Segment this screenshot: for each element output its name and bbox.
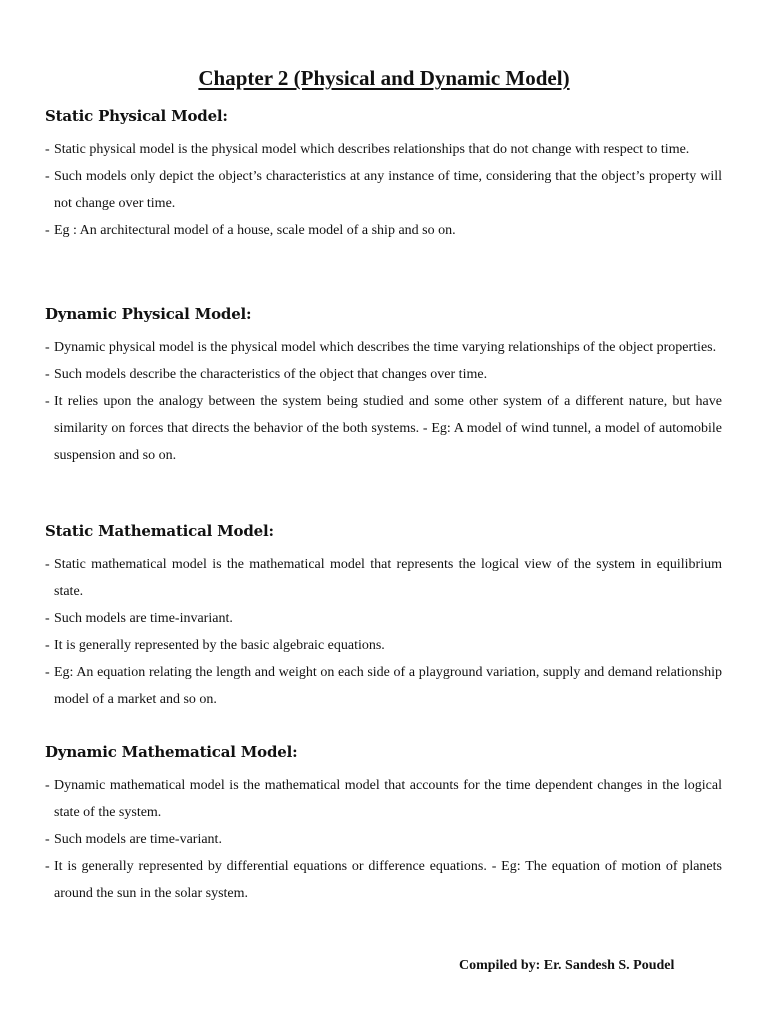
bullet-dash: - (45, 340, 50, 355)
list-item (45, 632, 722, 659)
list-item (45, 551, 722, 605)
bullet-dash: - (45, 223, 50, 238)
list-item-text: It relies upon the analogy between the system being studied and some other system of a different nature, but have similarity on forces that directs the behavior of the both systems. - Eg: A model of wind tunnel, a model of automobile suspension and so on. (54, 394, 722, 463)
bullet-dash: - (45, 394, 50, 409)
list-item-text: It is generally represented by differential equations or difference equations. - Eg: The equation of motion of planets around the sun in the solar system. (54, 859, 722, 901)
list-item-text: Eg: An equation relating the length and weight on each side of a playground variation, supply and demand relationship model of a market and so on. (54, 665, 722, 707)
list-item-text: Dynamic mathematical model is the mathematical model that accounts for the time dependent changes in the logical state of the system. (54, 778, 722, 820)
list-item (45, 217, 722, 244)
list-item-text: Static mathematical model is the mathematical model that represents the logical view of the system in equilibrium state. (54, 557, 722, 599)
bullet-dash: - (45, 557, 50, 572)
section-heading: Static Physical Model: (45, 107, 228, 125)
compiled-by-credit: Compiled by: Er. Sandesh S. Poudel (459, 958, 675, 973)
bullet-dash: - (45, 859, 50, 874)
bullet-dash: - (45, 142, 50, 157)
bullet-dash: - (45, 169, 50, 184)
list-item (45, 136, 722, 163)
list-item (45, 659, 722, 713)
list-item-text: Such models are time-variant. (54, 832, 222, 847)
list-item (45, 826, 722, 853)
list-item (45, 163, 722, 217)
section-dynamic-mathematical-model (45, 741, 722, 907)
list-item-text: Such models describe the characteristics of the object that changes over time. (54, 367, 488, 382)
section-heading: Dynamic Physical Model: (45, 305, 252, 323)
section-dynamic-physical-model (45, 303, 722, 469)
bullet-dash: - (45, 832, 50, 847)
list-item-text: Such models are time-invariant. (54, 611, 233, 626)
list-item-text: Eg : An architectural model of a house, scale model of a ship and so on. (54, 223, 456, 238)
list-item (45, 334, 722, 361)
bullet-dash: - (45, 778, 50, 793)
list-item-text: Dynamic physical model is the physical model which describes the time varying relationships of the object properties. (54, 340, 717, 355)
list-item-text: Static physical model is the physical model which describes relationships that do not change with respect to time. (54, 142, 690, 157)
list-item (45, 772, 722, 826)
bullet-dash: - (45, 611, 50, 626)
list-item (45, 361, 722, 388)
section-static-physical-model (45, 105, 722, 244)
section-static-mathematical-model (45, 520, 722, 713)
page-title: Chapter 2 (Physical and Dynamic Model) (198, 66, 570, 90)
section-heading: Static Mathematical Model: (45, 522, 274, 540)
list-item-text: Such models only depict the object’s characteristics at any instance of time, considering that the object’s property will not change over time. (54, 169, 722, 211)
section-heading: Dynamic Mathematical Model: (45, 743, 298, 761)
list-item (45, 388, 722, 469)
bullet-dash: - (45, 665, 50, 680)
list-item (45, 605, 722, 632)
list-item (45, 853, 722, 907)
bullet-dash: - (45, 638, 50, 653)
bullet-dash: - (45, 367, 50, 382)
list-item-text: It is generally represented by the basic algebraic equations. (54, 638, 385, 653)
